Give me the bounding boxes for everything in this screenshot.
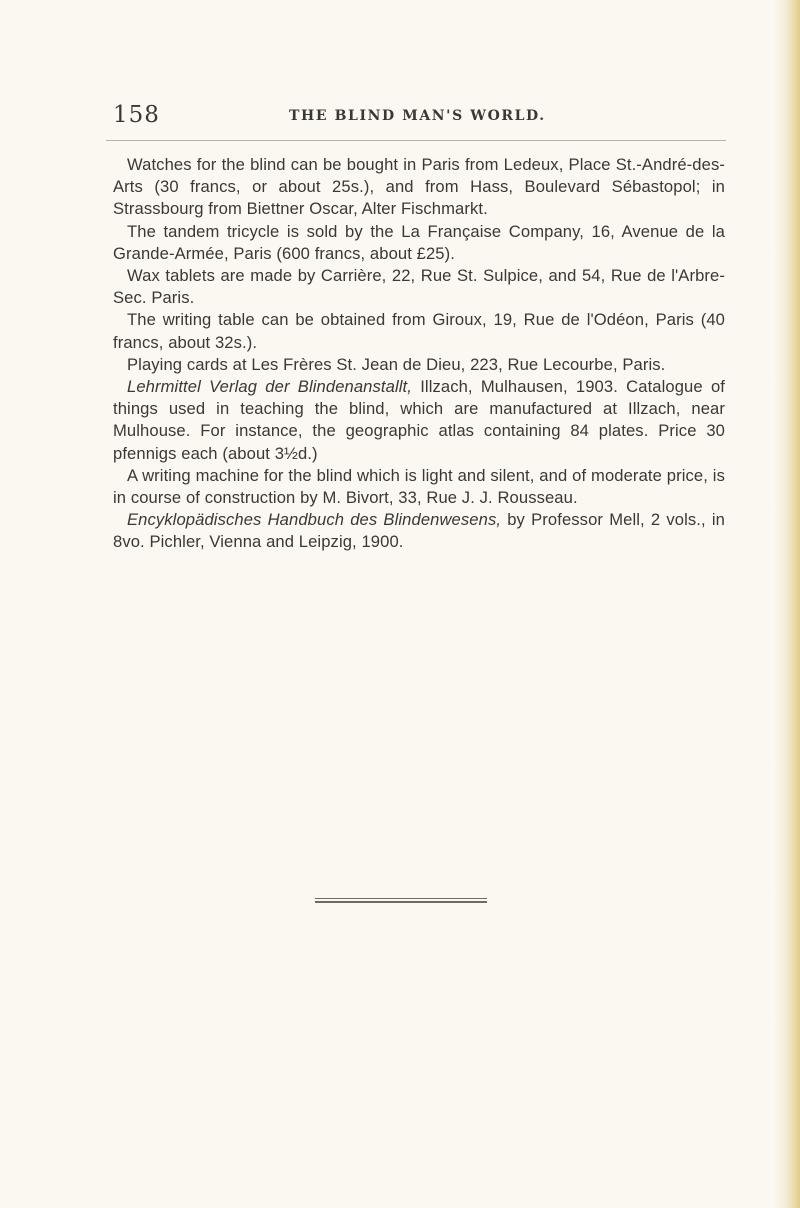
paragraph-text: The tandem tricycle is sold by the La Française Company, 16, Avenue de la Grande-Armée, Paris (600 francs, about £25). <box>113 221 725 263</box>
paragraph-text: Illzach, Mulhausen, 1903. Catalogue of things used in teaching the blind, which are manufactured at Illzach, near Mulhouse. For instance, the geographic atlas containing 84 plates. Price 30 pfennigs each (about 3½d.) <box>113 377 725 463</box>
paragraph-text: Wax tablets are made by Carrière, 22, Rue St. Sulpice, and 54, Rue de l'Arbre-Sec. Paris. <box>113 266 725 308</box>
running-title: THE BLIND MAN'S WORLD. <box>289 108 546 124</box>
paragraph-playing-cards <box>113 354 725 376</box>
paragraph-encyklopadisches <box>113 509 725 553</box>
paragraph-tricycle <box>113 221 725 265</box>
header-rule <box>106 140 726 141</box>
paragraph-text: A writing machine for the blind which is light and silent, and of moderate price, is in course of construction by M. Bivort, 33, Rue J. J. Rousseau. <box>113 465 725 508</box>
end-rule-thick <box>315 901 487 903</box>
paragraph-text: Watches for the blind can be bought in Paris from Ledeux, Place St.-André-des-Arts (30 francs, or about 25s.), and from Hass, Boulevard Sébastopol; in Strassbourg from Biettner Oscar, Alter Fischmarkt. <box>113 155 725 219</box>
paragraph-text: by Professor Mell, 2 vols., in 8vo. Pichler, Vienna and Leipzig, 1900. <box>113 510 725 552</box>
paragraph-italic-title: Lehrmittel Verlag der Blindenanstallt, <box>127 377 412 397</box>
body-text <box>113 154 725 554</box>
end-of-chapter-rules <box>315 898 487 905</box>
paragraph-italic-title: Encyklopädisches Handbuch des Blindenwesens, <box>127 510 502 530</box>
page-header <box>113 100 718 130</box>
paragraph-watches <box>113 154 725 221</box>
end-rule-thin <box>315 898 487 899</box>
paragraph-lehrmittel <box>113 376 725 465</box>
paragraph-writing-machine <box>113 465 725 509</box>
paragraph-text: The writing table can be obtained from Giroux, 19, Rue de l'Odéon, Paris (40 francs, about 32s.). <box>113 310 725 352</box>
paragraph-text: Playing cards at Les Frères St. Jean de Dieu, 223, Rue Lecourbe, Paris. <box>127 354 666 374</box>
page-edge-shading <box>774 0 800 1208</box>
paragraph-wax-tablets <box>113 265 725 309</box>
page-number: 158 <box>113 102 160 128</box>
paragraph-writing-table <box>113 309 725 353</box>
